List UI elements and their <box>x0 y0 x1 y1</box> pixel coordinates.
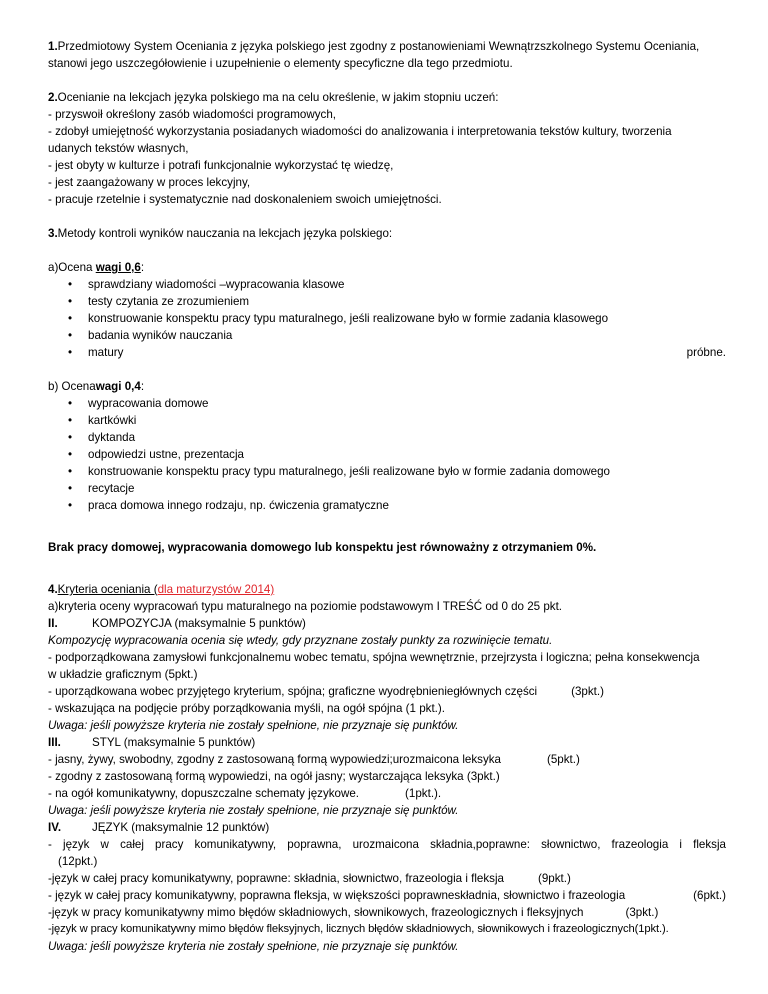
weight-b-list-item: • odpowiedzi ustne, prezentacja <box>68 448 244 461</box>
criteria-III-line: - na ogół komunikatywny, dopuszczalne schematy językowe. (1pkt.). <box>48 787 442 800</box>
criteria-II-intro: Kompozycję wypracowania ocenia się wtedy, gdy przyznane zostały punkty za rozwinięcie tematu. <box>48 634 553 647</box>
criteria-II-note: Uwaga: jeśli powyższe kryteria nie zostały spełnione, nie przyznaje się punktów. <box>48 719 459 732</box>
section-4-title: 4.Kryteria oceniania (dla maturzystów 2014) <box>48 583 275 596</box>
bullet-icon: • <box>68 431 73 444</box>
bullet-icon: • <box>68 499 73 512</box>
criteria-III-note: Uwaga: jeśli powyższe kryteria nie zostały spełnione, nie przyznaje się punktów. <box>48 804 459 817</box>
criteria-IV-line: -język w całej pracy komunikatywny, poprawne: składnia, słownictwo, frazeologia i fleksja (9pkt.) <box>48 872 571 885</box>
section-3-number: 3. <box>48 227 58 240</box>
weight-a-list-item: • matury próbne. <box>68 346 726 359</box>
criteria-IV-line: - język w całej pracy komunikatywny, poprawna fleksja, w większości poprawneskładnia, słownictwo i frazeologia (6pkt.) <box>48 889 726 902</box>
weight-b-list-item: • dyktanda <box>68 431 136 444</box>
section-2-intro: 2.Ocenianie na lekcjach języka polskiego ma na celu określenie, w jakim stopniu uczeń: <box>48 91 499 104</box>
criteria-IV-line: (12pkt.) <box>58 855 98 868</box>
bullet-icon: • <box>68 482 73 495</box>
criteria-II-line: - uporządkowana wobec przyjętego kryterium, spójna; graficzne wyodrębnieniegłównych części (3pkt.) <box>48 685 604 698</box>
section-2-item: - jest obyty w kulturze i potrafi funkcjonalnie wykorzystać tę wiedzę, <box>48 159 394 172</box>
criteria-IV-line: -język w pracy komunikatywny mimo błędów składniowych, słownikowych, frazeologicznych i fleksyjnych (3pkt.) <box>48 906 659 919</box>
section-4-red-note: dla maturzystów 2014) <box>157 583 275 596</box>
criteria-II-line: - podporządkowana zamysłowi funkcjonalnemu wobec tematu, spójna wewnętrznie, przejrzysta i logiczna; pełna konsekwencja <box>48 651 700 664</box>
weight-b-list-item: • recytacje <box>68 482 135 495</box>
section-2-item: - przyswoił określony zasób wiadomości programowych, <box>48 108 337 121</box>
criteria-II-line: - wskazująca na podjęcie próby porządkowania myśli, na ogół spójna (1 pkt.). <box>48 702 445 715</box>
bullet-icon: • <box>68 312 73 325</box>
criteria-III-heading: III. STYL (maksymalnie 5 punktów) <box>48 736 256 749</box>
section-2-item: udanych tekstów własnych, <box>48 142 189 155</box>
criteria-II-heading: II. KOMPOZYCJA (maksymalnie 5 punktów) <box>48 617 306 630</box>
weight-b-value: wagi 0,4 <box>95 380 141 393</box>
bullet-icon: • <box>68 448 73 461</box>
bullet-icon: • <box>68 346 73 359</box>
criteria-III-line: - zgodny z zastosowaną formą wypowiedzi, na ogół jasny; wystarczająca leksyka (3pkt.) <box>48 770 500 783</box>
criteria-IV-line: - język w całej pracy komunikatywny, poprawna, urozmaicona składnia,poprawne: słownictwo, frazeologia i fleksja <box>48 838 726 851</box>
document-page <box>48 38 726 955</box>
section-2-item: - pracuje rzetelnie i systematycznie nad doskonaleniem swoich umiejętności. <box>48 193 442 206</box>
bullet-icon: • <box>68 397 73 410</box>
criteria-III-line: - jasny, żywy, swobodny, zgodny z zastosowaną formą wypowiedzi;urozmaicona leksyka (5pkt.) <box>48 753 580 766</box>
weight-a-list-item: • testy czytania ze zrozumieniem <box>68 295 250 308</box>
section-4-number: 4. <box>48 583 58 596</box>
criteria-IV-heading: IV. JĘZYK (maksymalnie 12 punktów) <box>48 821 270 834</box>
weight-b-list-item: • praca domowa innego rodzaju, np. ćwiczenia gramatyczne <box>68 499 389 512</box>
bullet-icon: • <box>68 465 73 478</box>
weight-a-list-item: • konstruowanie konspektu pracy typu maturalnego, jeśli realizowane było w formie zadania klasowego <box>68 312 609 325</box>
bullet-icon: • <box>68 278 73 291</box>
criteria-a-line: a)kryteria oceny wypracowań typu maturalnego na poziomie podstawowym I TREŚĆ od 0 do 25 pkt. <box>48 600 563 613</box>
weight-b-heading: b) Ocenawagi 0,4: <box>48 380 145 393</box>
weight-a-heading: a)Ocena wagi 0,6: <box>48 261 145 274</box>
bullet-icon: • <box>68 329 73 342</box>
bullet-icon: • <box>68 414 73 427</box>
section-1-line-1 <box>48 38 726 55</box>
homework-note: Brak pracy domowej, wypracowania domowego lub konspektu jest równoważny z otrzymaniem 0%. <box>48 541 597 554</box>
criteria-IV-note: Uwaga: jeśli powyższe kryteria nie zostały spełnione, nie przyznaje się punktów. <box>48 940 459 953</box>
section-1-text: Przedmiotowy System Oceniania z języka polskiego jest zgodny z postanowieniami Wewnątrzszkolnego Systemu Oceniania, <box>57 40 700 53</box>
weight-b-list-item: • kartkówki <box>68 414 137 427</box>
weight-a-list-item: • badania wyników nauczania <box>68 329 233 342</box>
section-1-number: 1. <box>48 40 58 53</box>
section-1-line-2: stanowi jego uszczegółowienie i uzupełnienie o elementy specyficzne dla tego przedmiotu. <box>48 57 513 70</box>
section-3-title: 3.Metody kontroli wyników nauczania na lekcjach języka polskiego: <box>48 227 393 240</box>
criteria-IV-line: -język w pracy komunikatywny mimo błędów fleksyjnych, licznych błędów składniowych, słownikowych i frazeologicznych(1pkt.). <box>48 923 669 935</box>
weight-a-list-item: • sprawdziany wiadomości –wypracowania klasowe <box>68 278 345 291</box>
weight-b-list-item: • konstruowanie konspektu pracy typu maturalnego, jeśli realizowane było w formie zadania domowego <box>68 465 611 478</box>
criteria-II-line: w układzie graficznym (5pkt.) <box>48 668 198 681</box>
bullet-icon: • <box>68 295 73 308</box>
section-2-item: - zdobył umiejętność wykorzystania posiadanych wiadomości do analizowania i interpretowania tekstów kultury, tworzenia <box>48 125 672 138</box>
weight-a-last-tail: próbne. <box>686 346 726 359</box>
weight-b-list-item: • wypracowania domowe <box>68 397 209 410</box>
section-2-number: 2. <box>48 91 58 104</box>
weight-a-value: wagi 0,6 <box>95 261 141 274</box>
section-2-item: - jest zaangażowany w proces lekcyjny, <box>48 176 251 189</box>
